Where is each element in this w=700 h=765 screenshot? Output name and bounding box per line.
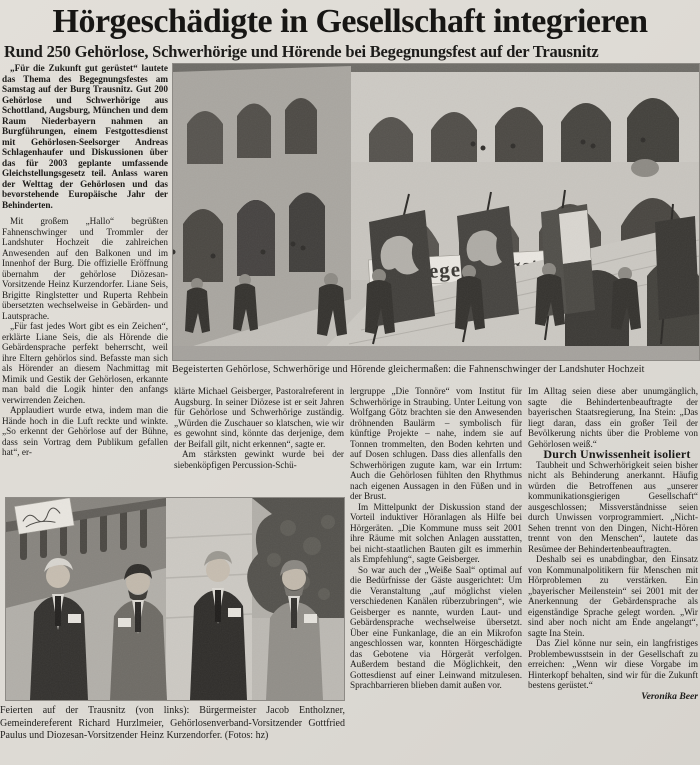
article-column-1: [2, 63, 168, 497]
article-header: [0, 0, 700, 62]
paragraph: Mit großem „Hallo“ begrüßten Fahnenschwinger und Trommler der Landshuter Hochzeit die zahlreichen Anwesenden auf den Balkonen und im Innenhof der Burg. Die offizielle Eröffnung übernahm der gehörlose Diözesan-Vorsitzende Heinz Kurzendorfer. Liane Seis, Brigitte Ringlstetter und Ruperta Rehbein übersetzten wechselweise in Gebärden- und Lautsprache.: [2, 216, 168, 321]
paragraph: „Für fast jedes Wort gibt es ein Zeichen“, erklärte Liane Seis, die als Hörende die Gebärdensprache perfekt beherrscht, weil ihre Eltern gehörlos sind. Befasste man sich als Hörender an diesem Nachmittag mit Mimik und Gestik der Gehörlosen, erkannte man bald die Logik hinter den anfangs verwirrenden Zeichen.: [2, 321, 168, 405]
paragraph: Das Ziel könne nur sein, ein langfristiges Problembewusstsein in der Gesellschaft zu erreichen: „Wenn wir diese Vorgabe im Hinterkopf behalten, sind wir für die Zukunft bestens gerüstet.“: [528, 638, 698, 690]
courtyard-photo-caption: Begeisterten Gehörlose, Schwerhörige und Hörende gleichermaßen: die Fahnenschwinger der Landshuter Hochzeit: [172, 364, 645, 375]
article-column-3: [350, 386, 522, 764]
byline: Veronika Beer: [641, 690, 698, 702]
paragraph: Am stärksten gewinkt wurde bei der siebenköpfigen Percussion-Schü-: [174, 449, 344, 470]
paragraph: Deshalb sei es unabdingbar, den Einsatz von Kommunalpolitikern für Menschen mit Hörproblemen zu verstärken. Ein „bayerischer Meilenstein“ sei 2001 mit der Anerkennung der Gebärdensprache als eigenständige Sprache gelegt worden. „Wir sind aber noch nicht am Ende angelangt“, sagte Ina Stein.: [528, 554, 698, 638]
paragraph: Taubheit und Schwerhörigkeit seien bisher nicht als Behinderung anerkannt. Häufig würden die Betroffenen aus „unserer kommunikationsgierigen Gesellschaft“ ausgeschlossen; Missverständnisse seien durch Unwissen vorprogrammiert. „Nicht-Sehen trennt von den Dingen, Nicht-Hören trennt von den Menschen“, lautete das Resümee der Behindertenbeauftragten.: [528, 459, 698, 554]
paragraph: Im Alltag seien diese aber unumgänglich, sagte die Behindertenbeauftragte der bayerischen Staatsregierung, Ina Stein: „Das liegt daran, dass ein großer Teil der Bevölkerung nichts über die Probleme von Gehörlosen weiß.“: [528, 386, 698, 449]
crosshead: Durch Unwissenheit isoliert: [543, 447, 691, 461]
group-photo: [5, 497, 345, 701]
paragraph: So war auch der „Weiße Saal“ optimal auf die Bedürfnisse der Gäste ausgerichtet: Um die Veranstaltung „auf möglichst vielen verschiedenen Kanälen rüberzubringen“, wie Geisberger es nannte, wurden Laut- und Gebärdensprache wechselweise übersetzt. Über eine Funkanlage, die an ein Mikrofon angeschlossen war, konnten Hörgeschädigte das Gebotene via Hörgerät verfolgen. Außerdem bestand die Möglichkeit, den Gottesdienst auf einer Leinwand mitzulesen. Sprachbarrieren blieben damit außen vor.: [350, 564, 522, 690]
group-photo-caption: Feierten auf der Trausnitz (von links): Bürgermeister Jacob Entholzner, Gemeindereferent Richard Hurzlmeier, Gehörlosenverband-Vorsitzender Gottfried Paulus und Diozesan-Vorsitzender Heinz Kurzendorfer. (Fotos: hz): [0, 705, 345, 741]
paragraph: Applaudiert wurde etwa, indem man die Hände hoch in die Luft reckte und winkte. „So erkennt der Gehörlose auf der Bühne, dass sein Vortrag dem Publikum gefallen hat“, er-: [2, 405, 168, 457]
paragraph: Im Mittelpunkt der Diskussion stand der Vorteil induktiver Höranlagen als Hilfe bei Hörgeräten. „Die Kommune muss seit 2001 ihre Räume mit solchen Anlagen ausstatten, bei nicht-staatlichen Bauten gilt es immerhin als Empfehlung“, sagte Geisberger.: [350, 501, 522, 564]
courtyard-photo: [172, 63, 700, 361]
article-column-2: [174, 386, 344, 498]
lead-paragraph: „Für die Zukunft gut gerüstet“ lautete das Thema des Begegnungsfestes am Samstag auf der Burg Trausnitz. Gut 200 Gehörlose und Schwerhörige aus Schottland, Augsburg, München und dem Raum Niederbayern nahmen an Burgführungen, einem Festgottesdienst mit Gehörlosen-Seelsorger Andreas Schlagenhaufer und Diskussionen über das für 2003 geplante umfassende Gleichstellungsgesetz teil. Anlass waren der Welttag der Gehörlosen und das bevorstehende Europäische Jahr der Behinderten.: [2, 63, 168, 210]
courtyard-photo-figure: [172, 63, 700, 377]
headline: Hörgeschädigte in Gesellschaft integrieren: [52, 3, 648, 40]
subheadline: Rund 250 Gehörlose, Schwerhörige und Hörende bei Begegnungsfest auf der Trausnitz: [4, 41, 599, 61]
group-photo-figure: [0, 497, 345, 743]
paragraph: lergruppe „Die Tonnöre“ vom Institut für Schwerhörige in Straubing. Unter Leitung von Wolfgang Götz brachten sie den Anwesenden dröhnenden Baulärm – symbolisch für künftige Projekte – nahe, indem sie auf Tonnen trommelten, den Boden kehrten und auf Dosen schlugen. Dass dies allenfalls den Schwerhörigen zugute kam, war ein Irrtum: Auch die Gehörlosen fühlten den Rhythmus nach eigenen Aussagen in den Füßen und in der Brust.: [350, 386, 522, 501]
article-column-4: [528, 386, 698, 764]
paragraph: klärte Michael Geisberger, Pastoralreferent in Augsburg. In seiner Diözese ist er seit Jahren für Gehörlose und Schwerhörige zuständig. „Würden die Zuschauer so klatschen, wie wir es gewohnt sind, könnte das derjenige, dem der Beifall gilt, nicht erkennen“, sagte er.: [174, 386, 344, 449]
